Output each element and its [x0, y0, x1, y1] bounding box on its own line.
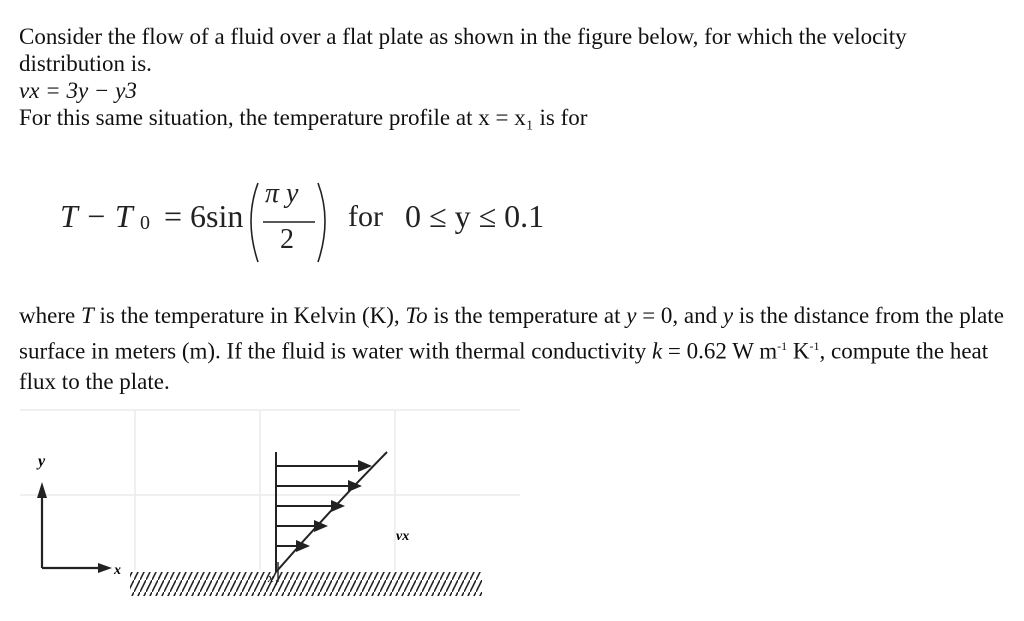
problem-intro	[19, 23, 1009, 131]
eq-denominator: 2	[280, 224, 294, 255]
eq-range: 0 ≤ y ≤ 0.1	[405, 198, 545, 234]
body-text-5: is the distance from the plate surface in meters (m). If the fluid is water with thermal conductivity	[19, 303, 1004, 364]
exp-m: -1	[777, 339, 788, 353]
velocity-profile-diagram	[20, 400, 520, 615]
flat-plate	[130, 572, 482, 596]
var-y-2: y	[722, 303, 734, 328]
eq-equals: =	[164, 198, 183, 234]
eq-subscript: 0	[140, 212, 150, 234]
body-text-8: , compute the heat flux to the plate.	[19, 338, 989, 394]
eq-lhs: T − T	[60, 198, 133, 234]
vx-label: vx	[396, 529, 410, 544]
temperature-intro: For this same situation, the temperature profile at x = x₁ is for	[19, 105, 588, 130]
y-axis-arrow-icon	[37, 482, 47, 498]
eq-sin: 6sin	[190, 198, 244, 234]
exp-K: -1	[809, 339, 820, 353]
body-text-3: is the temperature at	[427, 303, 627, 328]
x1-label: x₁	[268, 570, 279, 585]
var-To: To	[405, 303, 428, 328]
body-text-2: is the temperature in Kelvin (K),	[93, 303, 406, 328]
left-paren	[251, 183, 258, 262]
intro-text: Consider the flow of a fluid over a flat plate as shown in the figure below, for which the velocity distribution is.	[19, 24, 907, 76]
x-axis-label: x	[114, 563, 121, 578]
body-text-7: K	[787, 338, 810, 364]
velocity-arrows	[276, 466, 362, 546]
velocity-profile-curve	[276, 452, 387, 572]
eq-for: for	[348, 200, 383, 233]
var-y-1: y	[626, 303, 637, 328]
var-k: k	[651, 338, 663, 364]
background-grid	[20, 410, 520, 570]
problem-body	[19, 301, 1014, 397]
body-text-1: where	[19, 303, 81, 328]
y-axis-label: y	[38, 453, 46, 470]
eq-numerator: π y	[265, 178, 299, 209]
velocity-distribution: vx = 3y − y3	[19, 78, 137, 103]
flat-plate-figure	[20, 400, 520, 615]
temperature-equation	[60, 178, 620, 268]
x-axis-arrow-icon	[98, 563, 112, 573]
right-paren	[318, 183, 325, 262]
body-text-6: = 0.62 W m	[662, 338, 778, 364]
body-text-4: = 0, and	[636, 303, 723, 328]
var-T: T	[80, 303, 94, 328]
